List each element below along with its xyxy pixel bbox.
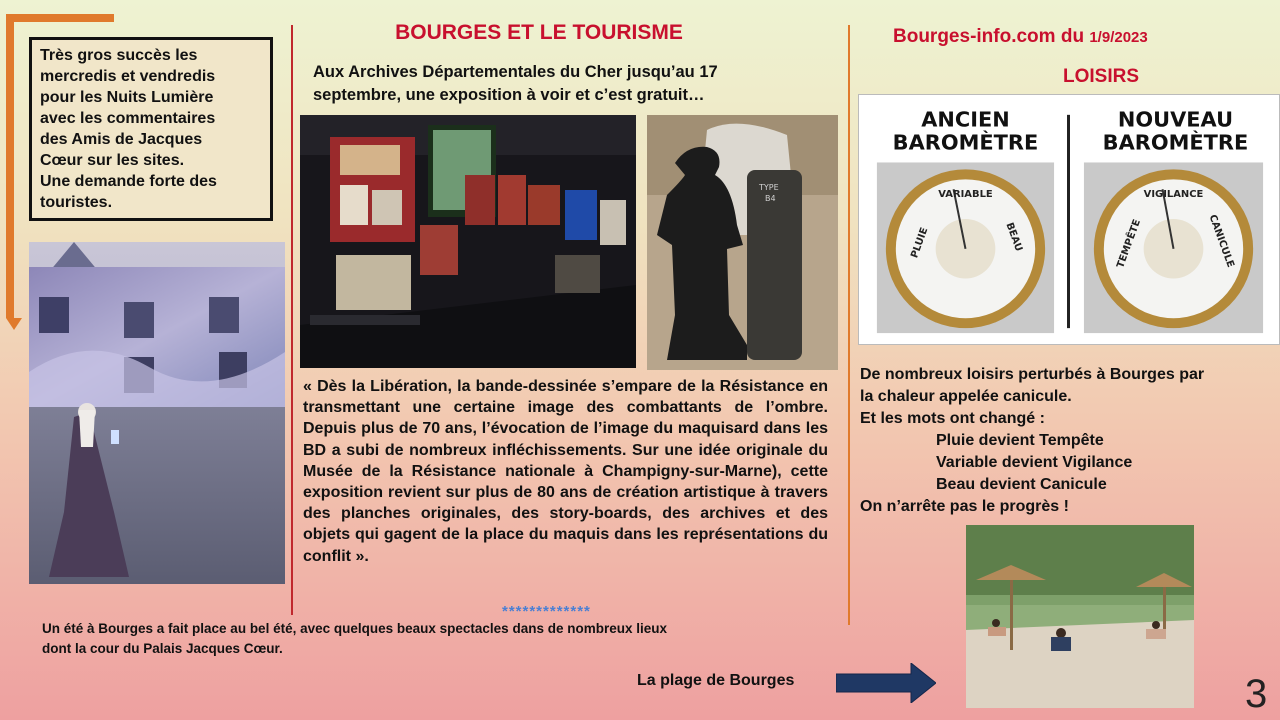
old-word-beau: BEAU bbox=[1003, 221, 1025, 253]
old-barometer-title-2: BAROMÈTRE bbox=[892, 130, 1039, 155]
exhibition-hall-photo bbox=[300, 115, 636, 368]
loisirs-text bbox=[860, 364, 1272, 518]
stars-separator: ************* bbox=[502, 603, 591, 620]
barometer-comparison-image bbox=[858, 94, 1280, 345]
loisirs-line: On n’arrête pas le progrès ! bbox=[860, 498, 1069, 515]
old-word-variable: VARIABLE bbox=[938, 189, 993, 201]
loisirs-line: Variable devient Vigilance bbox=[936, 454, 1133, 471]
new-word-vigilance: VIGILANCE bbox=[1143, 189, 1204, 201]
beach-photo bbox=[966, 525, 1194, 708]
exhibition-quote: « Dès la Libération, la bande-dessinée s’empare de la Résistance en transmettant une certaine image des combattants de l’ombre. Depuis plus de 70 ans, l’évocation de l’image du maquisard dans les BD a subi de nombreux infléchissements. Sur une idée originale du Musée de la Résistance nationale à Champigny-sur-Marne), cette exposition revient sur plus de 80 ans de création artistique à travers des planches originales, des story-boards, des archives et des objets qui gagent de la place du maquis dans les représentations du conflit ». bbox=[303, 378, 828, 565]
section-label: LOISIRS bbox=[1063, 66, 1140, 87]
intro-line: Aux Archives Départementales du Cher jusqu’au 17 bbox=[313, 63, 718, 81]
callout-line: Cœur sur les sites. bbox=[40, 152, 185, 169]
loisirs-line: Pluie devient Tempête bbox=[936, 432, 1104, 449]
site-name: Bourges-info.com du bbox=[893, 26, 1085, 47]
new-barometer-title-1: NOUVEAU bbox=[1117, 107, 1234, 132]
column-divider-left bbox=[291, 25, 293, 615]
intro-line: septembre, une exposition à voir et c’est gratuit… bbox=[313, 86, 705, 104]
new-word-tempete: TEMPÊTE bbox=[1115, 218, 1144, 270]
issue-date: 1/9/2023 bbox=[1089, 29, 1148, 46]
callout-line: des Amis de Jacques bbox=[40, 131, 203, 148]
callout-line: Une demande forte des bbox=[40, 173, 217, 190]
new-word-canicule: CANICULE bbox=[1206, 213, 1236, 270]
callout-line: Très gros succès les bbox=[40, 47, 198, 64]
callout-line: avec les commentaires bbox=[40, 110, 216, 127]
callout-line: mercredis et vendredis bbox=[40, 68, 216, 85]
loisirs-line: la chaleur appelée canicule. bbox=[860, 388, 1072, 405]
callout-line: touristes. bbox=[40, 194, 113, 211]
maquisard-silhouette-photo bbox=[647, 115, 838, 370]
old-barometer-title-1: ANCIEN bbox=[921, 107, 1010, 132]
exhibition-intro bbox=[313, 61, 718, 107]
svg-text:TYPE: TYPE bbox=[759, 183, 779, 192]
summer-line: dont la cour du Palais Jacques Cœur. bbox=[42, 641, 283, 656]
nuits-lumiere-callout bbox=[29, 37, 273, 221]
svg-text:B4: B4 bbox=[765, 194, 776, 203]
right-arrow-icon bbox=[836, 663, 936, 703]
loisirs-line: Beau devient Canicule bbox=[936, 476, 1107, 493]
column-divider-right bbox=[848, 25, 850, 625]
beach-label: La plage de Bourges bbox=[637, 672, 795, 689]
page-number: 3 bbox=[1245, 672, 1268, 716]
new-barometer-title-2: BAROMÈTRE bbox=[1102, 130, 1249, 155]
loisirs-line: De nombreux loisirs perturbés à Bourges par bbox=[860, 366, 1205, 383]
summer-line: Un été à Bourges a fait place au bel été, avec quelques beaux spectacles dans de nombreux lieux bbox=[42, 621, 667, 636]
nuits-lumiere-photo bbox=[29, 242, 285, 584]
callout-line: pour les Nuits Lumière bbox=[40, 89, 214, 106]
site-header bbox=[893, 26, 1148, 48]
summer-caption bbox=[42, 619, 842, 659]
page-title: BOURGES ET LE TOURISME bbox=[395, 21, 683, 44]
old-word-pluie: PLUIE bbox=[909, 226, 931, 260]
loisirs-line: Et les mots ont changé : bbox=[860, 410, 1045, 427]
